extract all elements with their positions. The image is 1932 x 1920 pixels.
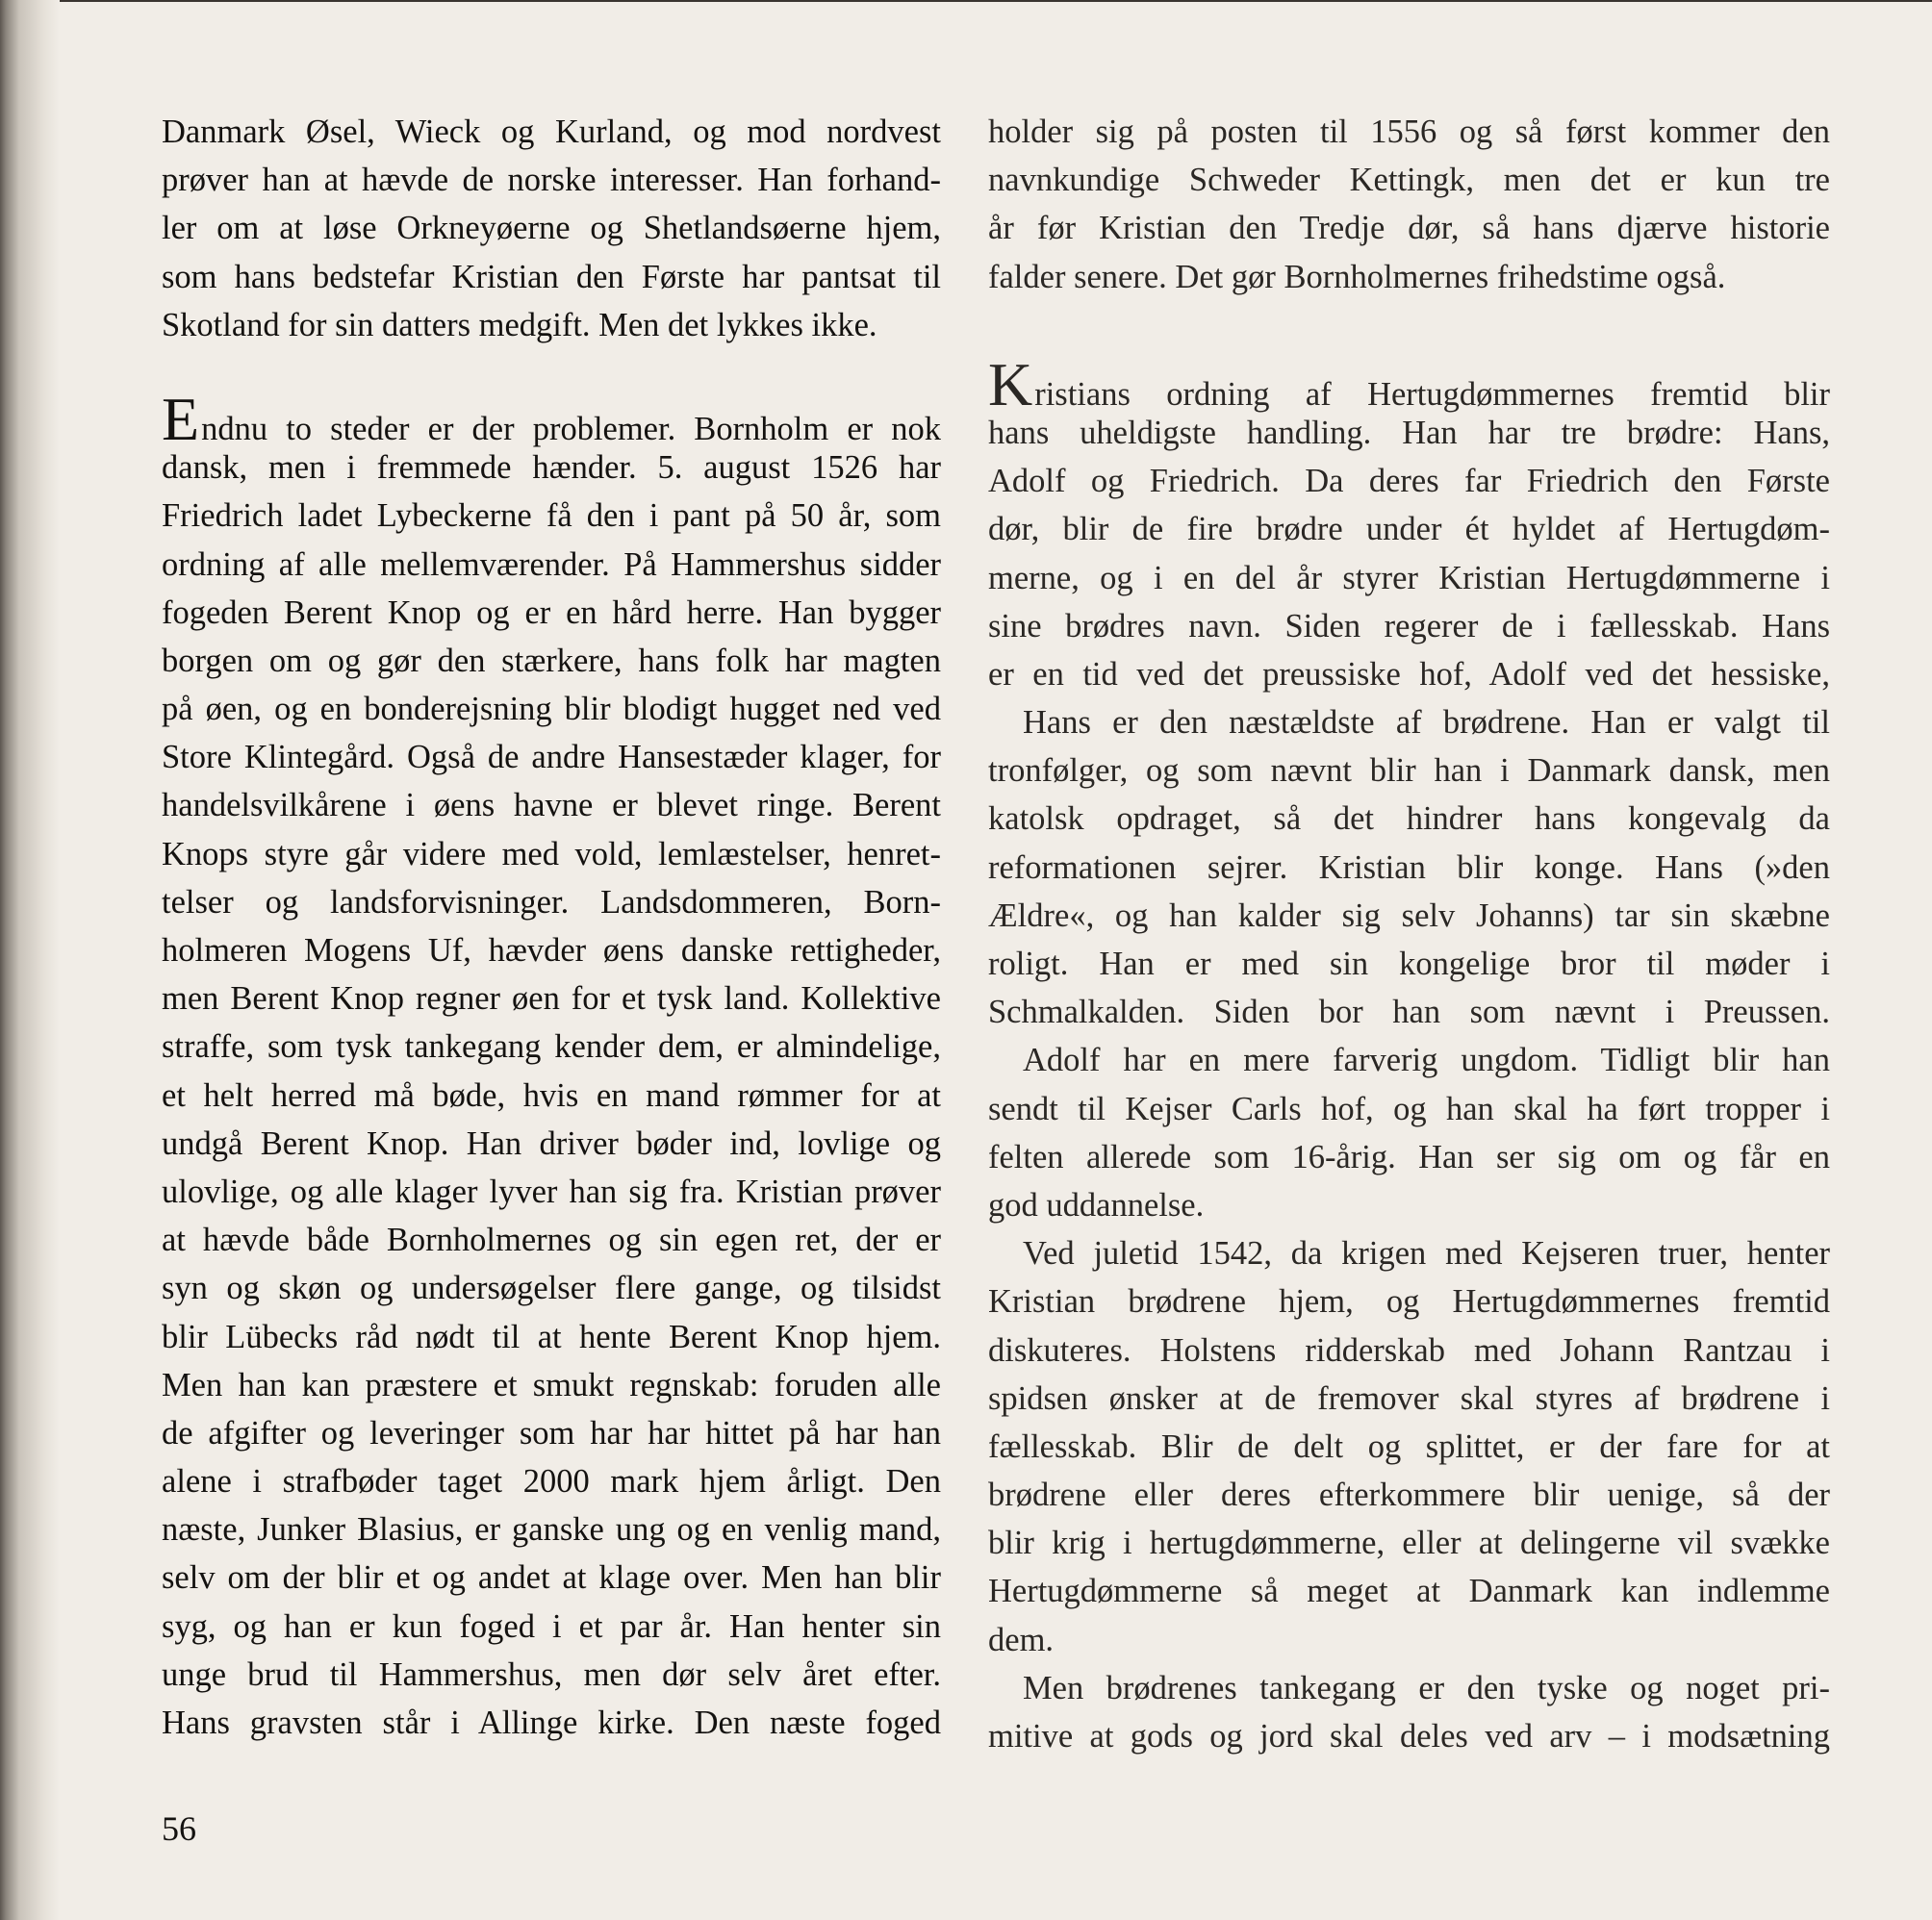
text-line: syn og skøn og undersøgelser flere gange, og tilsidst [162, 1270, 941, 1307]
text-line: Kristian brødrene hjem, og Hertugdømmernes fremtid [988, 1283, 1830, 1321]
text-line: de afgifter og leveringer som har har hittet på har han [162, 1414, 941, 1452]
text-line: Knops styre går videre med vold, lemlæstelser, henret- [162, 835, 941, 872]
text-line: tronfølger, og som nævnt blir han i Danmark dansk, men [988, 752, 1830, 790]
text-line: Men han kan præstere et smukt regnskab: foruden alle [162, 1366, 941, 1403]
right-paragraph-3 [988, 698, 1830, 1036]
text-line: Schmalkalden. Siden bor han som nævnt i Preussen. [988, 994, 1830, 1031]
right-paragraph-1 [988, 108, 1830, 301]
text-line: diskuteres. Holstens ridderskab med Johann Rantzau i [988, 1331, 1830, 1369]
text-line: straffe, som tysk tankegang kender dem, er almindelige, [162, 1028, 941, 1066]
text-line [988, 349, 1830, 418]
text-line: ler om at løse Orkneyøerne og Shetlandsøerne hjem, [162, 210, 941, 247]
text-line: brødrene eller deres efterkommere blir uenige, så der [988, 1477, 1830, 1514]
text-line: reformationen sejrer. Kristian blir konge. Hans (»den [988, 848, 1830, 886]
text-line: fogeden Berent Knop og er en hård herre. Han bygger [162, 594, 941, 631]
text-line: et helt herred må bøde, hvis en mand rømmer for at [162, 1076, 941, 1114]
text-line: fællesskab. Blir de delt og splittet, er der fare for at [988, 1427, 1830, 1465]
left-paragraph-2 [162, 384, 941, 1747]
text-line: dansk, men i fremmede hænder. 5. august 1526 har [162, 449, 941, 487]
text-line: holder sig på posten til 1556 og så først kommer den [988, 114, 1830, 150]
text-line: at hævde både Bornholmernes og sin egen ret, der er [162, 1222, 941, 1259]
text-line: ulovlige, og alle klager lyver han sig fra. Kristian prøver [162, 1173, 941, 1210]
right-text-column [988, 108, 1830, 1760]
text-line: selv om der blir et og andet at klage over. Men han blir [162, 1559, 941, 1597]
right-paragraph-5 [988, 1229, 1830, 1664]
text-line: handelsvilkårene i øens havne er blevet ringe. Berent [162, 787, 941, 824]
text-line: undgå Berent Knop. Han driver bøder ind, lovlige og [162, 1124, 941, 1162]
text-line: Adolf og Friedrich. Da deres far Friedrich den Første [988, 463, 1830, 500]
text-line-rest: ndnu to steder er der problemer. Bornholm er nok [201, 410, 941, 447]
text-line [162, 384, 941, 453]
text-line: prøver han at hævde de norske interesser. Han forhand- [162, 162, 941, 199]
text-line: navnkundige Schweder Kettingk, men det er kun tre [988, 162, 1830, 199]
text-line: falder senere. Det gør Bornholmernes frihedstime også. [988, 258, 1726, 295]
text-line: blir Lübecks råd nødt til at hente Berent Knop hjem. [162, 1318, 941, 1355]
text-line: Hertugdømmerne så meget at Danmark kan indlemme [988, 1573, 1830, 1610]
text-line: Danmark Øsel, Wieck og Kurland, og mod nordvest [162, 114, 941, 150]
text-line: ordning af alle mellemværender. På Hammershus sidder [162, 545, 941, 583]
text-line: Hans gravsten står i Allinge kirke. Den næste foged [162, 1705, 941, 1741]
text-line: telser og landsforvisninger. Landsdommeren, Born- [162, 883, 941, 921]
right-paragraph-6 [988, 1664, 1830, 1760]
right-paragraph-4 [988, 1036, 1830, 1229]
text-line: god uddannelse. [988, 1186, 1205, 1224]
text-line: som hans bedstefar Kristian den Første har pantsat til [162, 258, 941, 295]
text-line: Hans er den næstældste af brødrene. Han er valgt til [1023, 704, 1830, 742]
text-line: unge brud til Hammershus, men dør selv året efter. [162, 1655, 941, 1693]
top-edge [60, 0, 1932, 2]
text-line: år før Kristian den Tredje dør, så hans djærve historie [988, 210, 1830, 247]
drop-cap: E [162, 384, 200, 453]
text-line: merne, og i en del år styrer Kristian Hertugdømmerne i [988, 559, 1830, 596]
text-line: er en tid ved det preussiske hof, Adolf ved det hessiske, [988, 655, 1830, 693]
text-line: borgen om og gør den stærkere, hans folk har magten [162, 642, 941, 679]
text-line: sendt til Kejser Carls hof, og han skal ha ført tropper i [988, 1090, 1830, 1127]
text-line: syg, og han er kun foged i et par år. Han henter sin [162, 1607, 941, 1645]
text-line: felten allerede som 16-årig. Han ser sig om og får en [988, 1138, 1830, 1175]
text-line: spidsen ønsker at de fremover skal styres af brødrene i [988, 1379, 1830, 1417]
right-paragraph-2 [988, 349, 1830, 698]
text-line: Ældre«, og han kalder sig selv Johanns) tar sin skæbne [988, 897, 1830, 934]
left-text-column [162, 108, 941, 1747]
text-line: på øen, og en bonderejsning blir blodigt hugget ned ved [162, 691, 941, 728]
text-line: blir krig i hertugdømmerne, eller at delingerne vil svække [988, 1525, 1830, 1562]
text-line: næste, Junker Blasius, er ganske ung og en venlig mand, [162, 1511, 941, 1549]
text-line: holmeren Mogens Uf, hævder øens danske rettigheder, [162, 932, 941, 969]
text-line: Adolf har en mere farverig ungdom. Tidligt blir han [1023, 1042, 1830, 1079]
text-line: hans uheldigste handling. Han har tre brødre: Hans, [988, 414, 1830, 451]
text-line: sine brødres navn. Siden regerer de i fællesskab. Hans [988, 607, 1830, 644]
text-line: Skotland for sin datters medgift. Men det lykkes ikke. [162, 306, 877, 343]
left-paragraph-1 [162, 108, 941, 349]
text-line: men Berent Knop regner øen for et tysk land. Kollektive [162, 980, 941, 1018]
text-line: mitive at gods og jord skal deles ved arv – i modsætning [988, 1718, 1830, 1755]
text-line: dør, blir de fire brødre under ét hyldet af Hertugdøm- [988, 511, 1830, 548]
text-line: Men brødrenes tankegang er den tyske og noget pri- [1023, 1669, 1830, 1706]
text-line: roligt. Han er med sin kongelige bror til møder i [988, 946, 1830, 982]
book-gutter [0, 0, 60, 1920]
text-line: katolsk opdraget, så det hindrer hans kongevalg da [988, 800, 1830, 838]
text-line: dem. [988, 1621, 1055, 1658]
text-line: Ved juletid 1542, da krigen med Kejseren truer, henter [1023, 1235, 1830, 1273]
text-line: Store Klintegård. Også de andre Hansestæder klager, for [162, 739, 941, 776]
page-number: 56 [162, 1809, 196, 1848]
text-line: alene i strafbøder taget 2000 mark hjem årligt. Den [162, 1463, 941, 1501]
drop-cap: K [988, 349, 1033, 418]
text-line-rest: ristians ordning af Hertugdømmernes fremtid blir [1034, 375, 1830, 413]
text-line: Friedrich ladet Lybeckerne få den i pant på 50 år, som [162, 497, 941, 535]
